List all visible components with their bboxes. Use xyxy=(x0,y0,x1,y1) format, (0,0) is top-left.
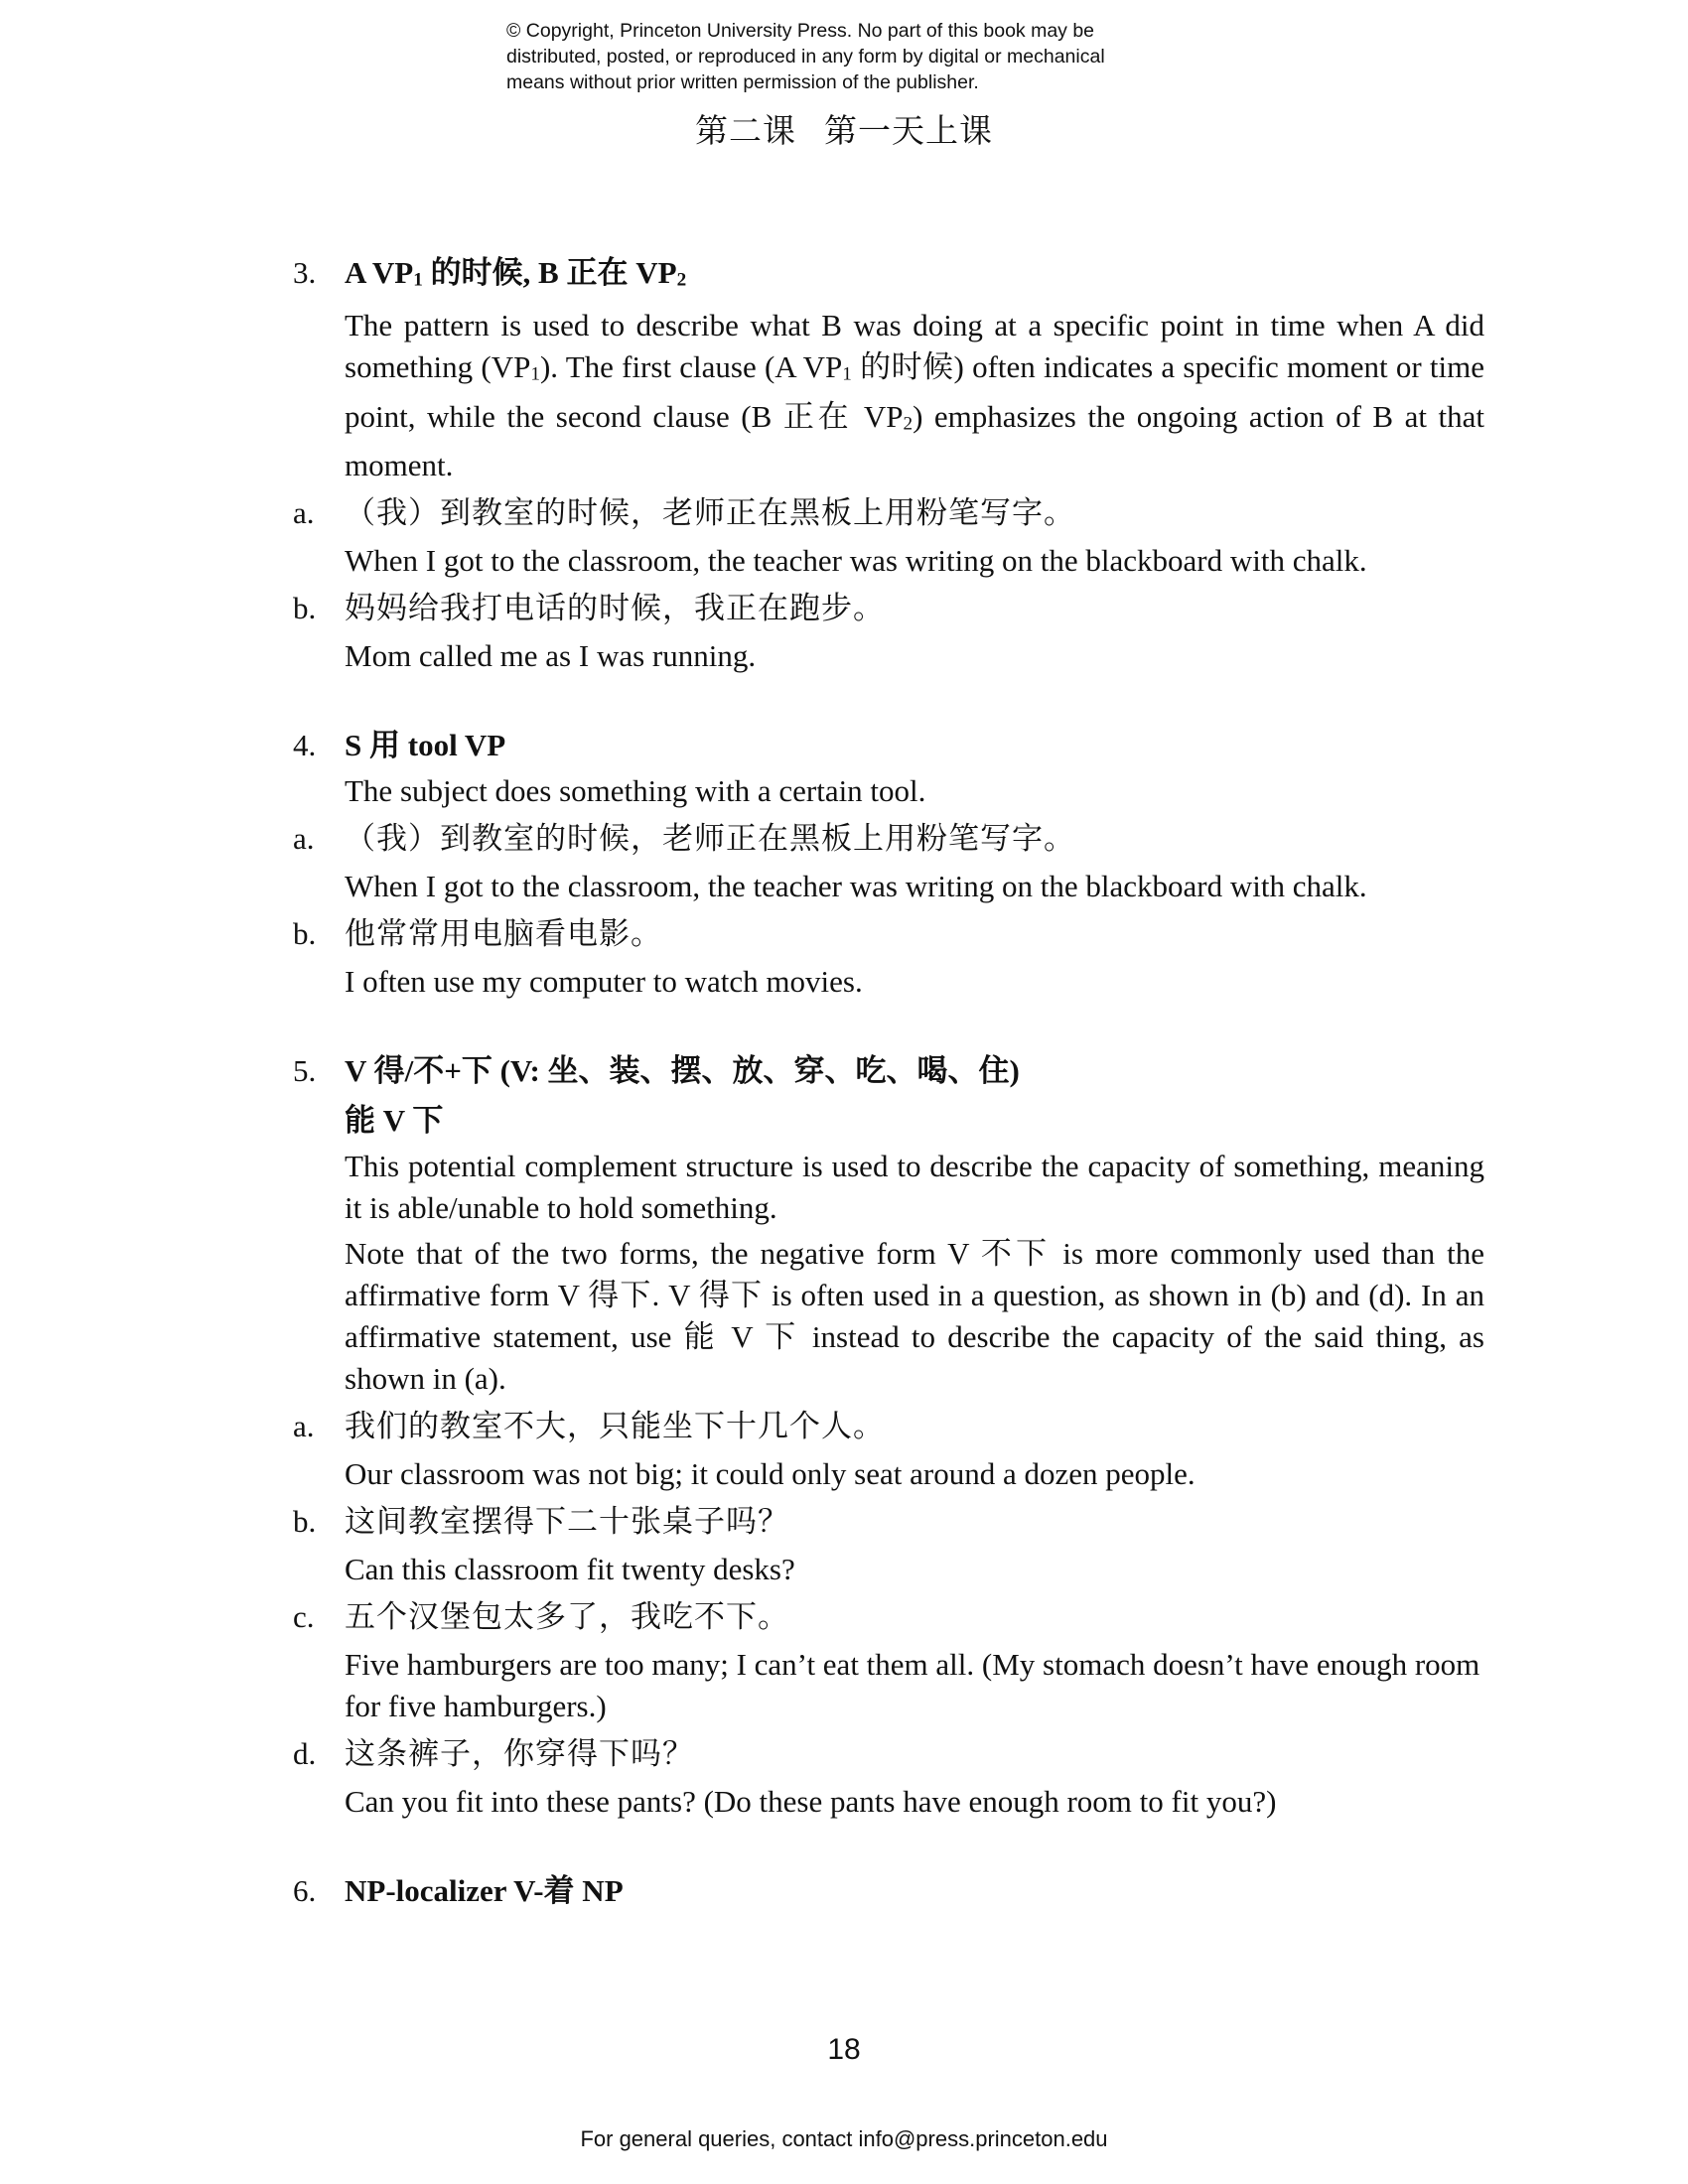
lesson-number: 第二课 xyxy=(695,114,796,150)
example-chinese: 我们的教室不大，只能坐下十几个人。 xyxy=(345,1408,885,1443)
example-english: I often use my computer to watch movies. xyxy=(345,963,863,999)
example-label: b. xyxy=(293,1503,317,1539)
example-label: a. xyxy=(293,820,315,856)
example xyxy=(293,588,1484,677)
section-number: 4. xyxy=(293,727,317,762)
example-chinese: 这条裤子，你穿得下吗？ xyxy=(345,1735,694,1771)
example-english: Mom called me as I was running. xyxy=(345,637,757,673)
example xyxy=(293,1596,1484,1727)
section-heading: NP-localizer V-着 NP xyxy=(345,1872,624,1908)
section-heading: V 得/不+下 (V: 坐、装、摆、放、穿、吃、喝、住) xyxy=(345,1052,1020,1088)
grammar-section-6 xyxy=(293,1870,1484,1912)
section-number: 5. xyxy=(293,1052,317,1088)
section-number: 6. xyxy=(293,1872,317,1908)
grammar-section-3 xyxy=(293,252,1484,677)
section-heading: A VP1 的时候, B 正在 VP2 xyxy=(345,255,687,291)
example-chinese: 五个汉堡包太多了，我吃不下。 xyxy=(345,1598,789,1634)
page-content xyxy=(293,252,1484,1960)
example-label: c. xyxy=(293,1598,315,1634)
grammar-section-4 xyxy=(293,725,1484,1003)
example-chinese: 妈妈给我打电话的时候，我正在跑步。 xyxy=(345,590,885,625)
example-label: a. xyxy=(293,1408,315,1443)
example xyxy=(293,492,1484,582)
example-english: When I got to the classroom, the teacher was writing on the blackboard with chalk. xyxy=(345,868,1367,903)
footer-contact: For general queries, contact info@press.princeton.edu xyxy=(580,2126,1108,2151)
copyright-notice xyxy=(506,18,1201,95)
example-chinese: （我）到教室的时候，老师正在黑板上用粉笔写字。 xyxy=(345,494,1075,530)
lesson-title: 第一天上课 xyxy=(824,114,993,150)
example-chinese: （我）到教室的时候，老师正在黑板上用粉笔写字。 xyxy=(345,820,1075,856)
example xyxy=(293,1733,1484,1823)
example xyxy=(293,818,1484,907)
copyright-line: means without prior written permission of the publisher. xyxy=(506,71,979,93)
section-description: This potential complement structure is used to describe the capacity of something, meaning it is able/unable to hold something. xyxy=(345,1148,1484,1225)
example xyxy=(293,913,1484,1003)
example xyxy=(293,1501,1484,1590)
example-chinese: 这间教室摆得下二十张桌子吗？ xyxy=(345,1503,789,1539)
example-label: d. xyxy=(293,1735,317,1771)
example-english: When I got to the classroom, the teacher was writing on the blackboard with chalk. xyxy=(345,542,1367,578)
section-subheading: 能 V 下 xyxy=(345,1102,444,1138)
example-label: b. xyxy=(293,915,317,951)
example-english: Our classroom was not big; it could only seat around a dozen people. xyxy=(345,1455,1196,1491)
page-number: 18 xyxy=(827,2033,861,2066)
example-label: a. xyxy=(293,494,315,530)
section-number: 3. xyxy=(293,255,317,290)
example-english: Can you fit into these pants? (Do these pants have enough room to fit you?) xyxy=(345,1783,1277,1819)
section-description: The subject does something with a certain tool. xyxy=(345,772,926,808)
section-heading: S 用 tool VP xyxy=(345,727,506,762)
example-label: b. xyxy=(293,590,317,625)
copyright-line: distributed, posted, or reproduced in any form by digital or mechanical xyxy=(506,46,1105,68)
section-description: The pattern is used to describe what B was doing at a specific point in time when A did something (VP1). The first clause (A VP1 的时候) often indicates a specific moment or time point, while the second clause (B 正在 VP2) emphasizes the ongoing action of B at that moment. xyxy=(345,308,1484,482)
copyright-line: © Copyright, Princeton University Press. No part of this book may be xyxy=(506,20,1095,42)
example-english: Five hamburgers are too many; I can’t eat them all. (My stomach doesn’t have enough room for five hamburgers.) xyxy=(345,1646,1480,1723)
example xyxy=(293,1406,1484,1495)
example-english: Can this classroom fit twenty desks? xyxy=(345,1551,795,1586)
running-head xyxy=(0,105,1688,152)
grammar-section-5 xyxy=(293,1050,1484,1823)
example-chinese: 他常常用电脑看电影。 xyxy=(345,915,662,951)
section-note: Note that of the two forms, the negative form V 不下 is more commonly used than the affirmative form V 得下. V 得下 is often used in a question, as shown in (b) and (d). In an affirmative statement, use 能 V 下 instead to describe the capacity of the said thing, as shown in (a). xyxy=(345,1235,1484,1396)
